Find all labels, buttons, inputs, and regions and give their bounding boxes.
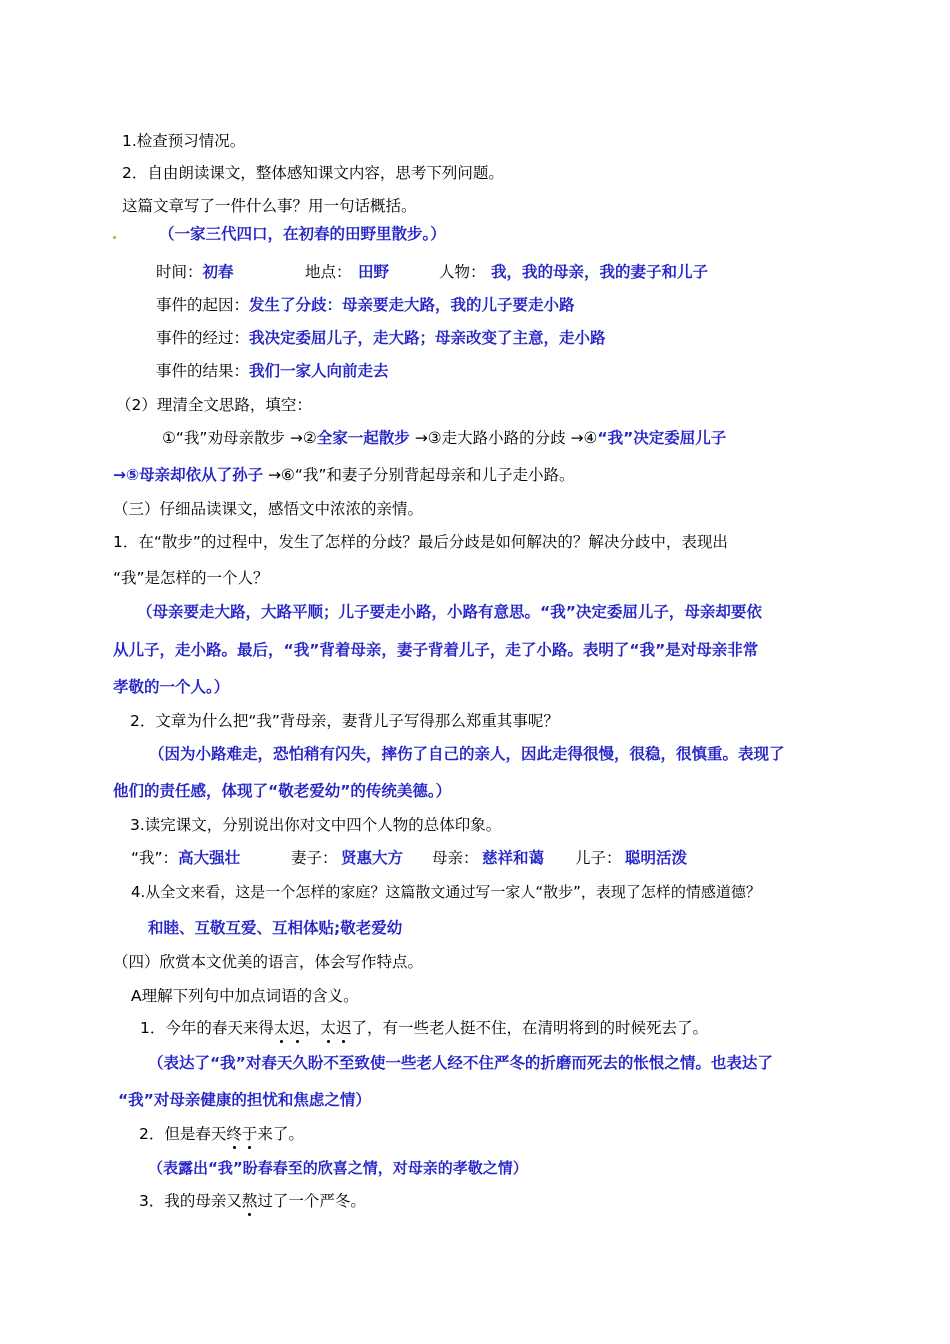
- question-summary: 这篇文章写了一件什么事？用一句话概括。: [122, 197, 417, 215]
- answer-summary: （一家三代四口，在初春的田野里散步。）: [159, 225, 446, 243]
- outline-answer-4: “我”决定委屈儿子: [597, 429, 727, 447]
- son-label: 儿子：: [575, 849, 622, 867]
- sentence-1: [140, 1018, 708, 1038]
- sentence-2-part-c: 来了。: [257, 1125, 304, 1143]
- people-label: 人物：: [439, 263, 486, 281]
- answer-1-line-2: 从儿子，走小路。最后，“我”背着母亲，妻子背着儿子，走了小路。表明了“我”是对母亲非常: [113, 641, 759, 659]
- character-impressions: [131, 848, 688, 868]
- step-2-free-reading: 2．自由朗读课文，整体感知课文内容，思考下列问题。: [122, 164, 504, 182]
- dotted-char: 迟: [289, 1019, 305, 1037]
- mother-value: 慈祥和蔼: [482, 849, 545, 867]
- dotted-char: 迟: [335, 1019, 352, 1037]
- mother-label: 母亲：: [432, 849, 479, 867]
- section-3-heading: （三）仔细品读课文，感悟文中浓浓的亲情。: [113, 500, 424, 518]
- time-label: 时间：: [156, 263, 203, 281]
- dotted-char: 熬: [241, 1192, 258, 1210]
- answer-sentence-2: （表露出“我”盼春春至的欣喜之情，对母亲的孝敬之情）: [148, 1159, 528, 1177]
- event-result-value: 我们一家人向前走去: [249, 362, 389, 380]
- answer-2-line-2: 他们的责任感，体现了“敬老爱幼”的传统美德。）: [113, 782, 452, 800]
- dotted-char: 太: [320, 1019, 336, 1037]
- place-label: 地点：: [305, 263, 352, 281]
- question-3: 3.读完课文，分别说出你对文中四个人物的总体印象。: [130, 816, 502, 834]
- sentence-1-part-e: 了，有一些老人挺不住，在清明将到的时候死去了。: [351, 1019, 708, 1037]
- event-result-label: 事件的结果：: [156, 362, 250, 380]
- sentence-3-part-a: 3．我的母亲又: [139, 1192, 242, 1210]
- son-value: 聪明活泼: [625, 849, 688, 867]
- outline-line-1: [162, 428, 726, 448]
- outline-line-2: [113, 465, 575, 485]
- event-cause-value: 发生了分歧：母亲要走大路，我的儿子要走小路: [249, 296, 575, 314]
- sentence-2: [139, 1124, 304, 1144]
- sentence-2-part-a: 2．但是春天: [139, 1125, 227, 1143]
- event-process-label: 事件的经过：: [156, 329, 250, 347]
- answer-sentence-1-line-1: （表达了“我”对春天久盼不至致使一些老人经不住严冬的折磨而死去的怅恨之情。也表达了: [148, 1054, 773, 1072]
- outline-step-6: →⑥“我”和妻子分别背起母亲和儿子走小路。: [263, 466, 575, 484]
- event-cause-label: 事件的起因：: [156, 296, 250, 314]
- question-2: 2．文章为什么把“我”背母亲，妻背儿子写得那么郑重其事呢？: [130, 712, 559, 730]
- sentence-1-part-c: ，: [304, 1019, 321, 1037]
- outline-answer-5: →⑤母亲却依从了孙子: [113, 466, 264, 484]
- outline-answer-2: 全家一起散步: [316, 429, 410, 447]
- sentence-1-part-a: 1．今年的春天来得: [140, 1019, 274, 1037]
- outline-step-3-4: →③走大路小路的分歧 →④: [409, 429, 598, 447]
- question-1-line-1: 1．在“散步”的过程中，发生了怎样的分歧？最后分歧是如何解决的？解决分歧中，表现出: [113, 533, 728, 551]
- wife-value: 贤惠大方: [341, 849, 404, 867]
- answer-sentence-1-line-2: “我”对母亲健康的担忧和焦虑之情）: [118, 1091, 371, 1109]
- dotted-char: 于: [241, 1125, 258, 1143]
- people-value: 我，我的母亲，我的妻子和儿子: [491, 263, 709, 281]
- task-a-prompt: A理解下列句中加点词语的含义。: [131, 987, 359, 1005]
- question-4: 4.从全文来看，这是一个怎样的家庭？这篇散文通过写一家人“散步”，表现了怎样的情感道德？: [131, 883, 761, 901]
- section-4-heading: （四）欣赏本文优美的语言，体会写作特点。: [113, 953, 424, 971]
- answer-2-line-1: （因为小路难走，恐怕稍有闪失，摔伤了自己的亲人，因此走得很慢，很稳，很慎重。表现了: [149, 745, 785, 763]
- event-result: [156, 361, 389, 381]
- answer-1-line-1: （母亲要走大路，大路平顺；儿子要走小路，小路有意思。“我”决定委屈儿子，母亲却要依: [137, 603, 762, 621]
- dotted-char: 太: [273, 1019, 290, 1037]
- sentence-3-part-c: 过了一个严冬。: [257, 1192, 366, 1210]
- place-value: 田野: [358, 263, 390, 281]
- event-process: [156, 328, 606, 348]
- me-label: “我”：: [131, 849, 179, 867]
- step-1-check-preview: 1.检查预习情况。: [122, 132, 246, 150]
- story-elements-row: [156, 262, 709, 282]
- outline-step-1-2: ①“我”劝母亲散步 →②: [162, 429, 317, 447]
- time-value: 初春: [202, 263, 234, 281]
- margin-marker: [113, 236, 116, 239]
- sentence-3: [139, 1191, 366, 1211]
- event-cause: [156, 295, 575, 315]
- me-value: 高大强壮: [178, 849, 241, 867]
- dotted-char: 终: [226, 1125, 242, 1143]
- question-1-line-2: “我”是怎样的一个人？: [113, 569, 269, 587]
- answer-4: 和睦、互敬互爱、互相体贴;敬老爱幼: [148, 919, 403, 937]
- answer-1-line-3: 孝敬的一个人。）: [113, 678, 230, 696]
- outline-prompt: （2）理清全文思路，填空：: [116, 396, 312, 414]
- event-process-value: 我决定委屈儿子，走大路；母亲改变了主意，走小路: [249, 329, 606, 347]
- wife-label: 妻子：: [291, 849, 338, 867]
